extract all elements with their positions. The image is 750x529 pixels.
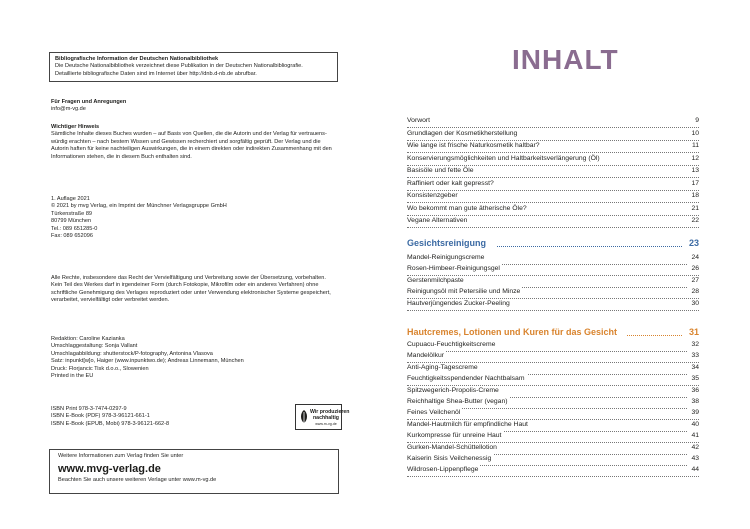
publisher-info-box xyxy=(49,449,339,494)
toc-entry-label: Kaiserin Sisis Veilchenessig xyxy=(407,455,492,462)
toc-title: INHALT xyxy=(512,44,619,75)
sustainability-badge xyxy=(295,404,350,430)
edition-line: Fax: 089 652096 xyxy=(51,233,93,240)
toc-entry xyxy=(407,141,699,153)
toc-entry xyxy=(407,454,699,466)
toc-entry-page: 41 xyxy=(688,431,699,441)
edition-line: © 2021 by mvg Verlag, ein Imprint der Münchner Verlagsgruppe GmbH xyxy=(51,203,227,210)
section-page: 23 xyxy=(688,238,699,248)
toc-entry xyxy=(407,431,699,443)
toc-entry-label: Mandelölkur xyxy=(407,352,445,360)
toc-section-heading xyxy=(407,237,699,250)
biblio-line: Detaillierte bibliografische Daten sind im Internet über http://dnb.d-nb.de abrufbar. xyxy=(55,70,257,77)
notice-line: Autorin haften für keine nachteiligen Auswirkungen, die in einem direkten oder indirekten Zusammenhang mit den xyxy=(51,146,332,153)
toc-entry-label: Konsistenzgeber xyxy=(407,192,458,199)
toc-entry-page: 28 xyxy=(688,287,699,297)
leaf-icon xyxy=(299,409,309,426)
credits-line: Redaktion: Caroline Kazianka xyxy=(51,336,125,342)
toc-entry-label: Vorwort xyxy=(407,117,431,124)
toc-entry xyxy=(407,191,699,203)
toc-entry-label: Feuchtigkeitsspendender Nachtbalsam xyxy=(407,375,525,383)
toc-entry-page: 12 xyxy=(688,154,699,164)
publisher-url: www.mvg-verlag.de xyxy=(58,463,161,476)
edition-line: 1. Auflage 2021 xyxy=(51,196,90,202)
toc-entry xyxy=(407,129,699,141)
toc-entry xyxy=(407,351,699,363)
toc-entry-label: Mandel-Reinigungscreme xyxy=(407,254,485,261)
credits-line: Druck: Florjancic Tisk d.o.o., Slowenien xyxy=(51,365,149,372)
badge-title xyxy=(310,409,350,421)
toc-entry-page: 13 xyxy=(688,166,699,176)
toc-entry xyxy=(407,465,699,477)
toc-entry-page: 38 xyxy=(688,397,699,407)
badge-line: Wir produzieren xyxy=(310,409,350,415)
contact-block xyxy=(51,99,351,114)
section-title: Hautcremes, Lotionen und Kuren für das Gesicht xyxy=(407,327,618,337)
toc-entry-page: 18 xyxy=(688,191,699,201)
toc-entry-page: 27 xyxy=(688,276,699,286)
toc-entry-label: Reinigungsöl mit Petersilie und Minze xyxy=(407,288,521,296)
section-page: 31 xyxy=(688,327,699,337)
toc-entry-label: Anti-Aging-Tagescreme xyxy=(407,363,478,371)
credits-line: Printed in the EU xyxy=(51,373,94,380)
isbn-line: ISBN E-Book (EPUB, Mobi) 978-3-96121-662-8 xyxy=(51,420,170,427)
infobox-line: Weitere Informationen zum Verlag finden Sie unter xyxy=(58,453,184,459)
toc-entry-label: Vegane Alternativen xyxy=(407,217,468,224)
toc-entry-label: Feines Veilchenöl xyxy=(407,409,461,417)
important-notice-block xyxy=(51,124,351,161)
badge-line: nachhaltig xyxy=(313,415,339,421)
notice-line: würdig erachten – nach bestem Wissen und Gewissen recherchiert und sorgfältig geprüft. Der Verlag und die xyxy=(51,138,321,145)
toc-entry xyxy=(407,363,699,375)
edition-block xyxy=(51,196,351,240)
toc-entry-page: 32 xyxy=(688,340,699,350)
toc-entry xyxy=(407,340,699,352)
toc-entry-page: 43 xyxy=(688,454,699,464)
toc-entry-label: Konservierungsmöglichkeiten und Haltbarkeitsverlängerung (Öl) xyxy=(407,154,600,162)
toc-entry-label: Basisöle und fette Öle xyxy=(407,167,474,174)
rights-line: Kein Teil des Werkes darf in irgendeiner Form (durch Fotokopie, Mikrofilm oder ein anderes Verfahren) ohne xyxy=(51,282,319,289)
toc-entry-page: 17 xyxy=(688,179,699,189)
toc-entry xyxy=(407,276,699,288)
toc-entry-label: Gurken-Mandel-Schüttellotion xyxy=(407,443,497,451)
toc-entry-page: 24 xyxy=(688,253,699,263)
toc-entry-label: Wo bekommt man gute ätherische Öle? xyxy=(407,204,527,212)
rights-block xyxy=(51,275,351,305)
toc-entry xyxy=(407,443,699,455)
toc-entry-label: Mandel-Hautmilch für empfindliche Haut xyxy=(407,420,528,428)
toc-entry-page: 42 xyxy=(688,443,699,453)
credits-line: Umschlagabbildung: shutterstock/P-fotography, Antonina Vlasova xyxy=(51,350,213,357)
credits-line: Umschlaggestaltung: Sonja Vallant xyxy=(51,343,138,350)
toc-entry-page: 33 xyxy=(688,351,699,361)
edition-line: Tel.: 089 651285-0 xyxy=(51,225,98,232)
toc-entry-label: Gerstenmilchpaste xyxy=(407,276,464,284)
toc-entry-label: Wie lange ist frische Naturkosmetik haltbar? xyxy=(407,142,540,149)
toc-entry xyxy=(407,408,699,420)
leader-dots xyxy=(627,335,682,336)
toc-entry-page: 22 xyxy=(688,216,699,226)
leader-dots xyxy=(497,246,682,247)
notice-heading: Wichtiger Hinweis xyxy=(51,124,100,130)
rights-line: Alle Rechte, insbesondere das Recht der Vervielfältigung und Verbreitung sowie der Übersetzung, vorbehalten. xyxy=(51,275,326,281)
credits-line: Satz: inpunkt[w]o, Haiger (www.inpunktwo.de); Andreas Linnemann, München xyxy=(51,358,244,365)
toc-entry-page: 9 xyxy=(692,116,699,126)
toc-entry-page: 36 xyxy=(688,386,699,396)
toc-entry xyxy=(407,287,699,299)
toc-entry xyxy=(407,166,699,178)
toc-entry-page: 34 xyxy=(688,363,699,373)
rights-line: schriftliche Genehmigung des Verlages reproduziert oder unter Verwendung elektronischer Systeme gespeichert, xyxy=(51,289,331,296)
isbn-line: ISBN Print 978-3-7474-0297-9 xyxy=(51,406,127,412)
toc-entry-label: Reichhaltige Shea-Butter (vegan) xyxy=(407,398,508,405)
edition-line: 80799 München xyxy=(51,218,92,225)
edition-line: Türkenstraße 89 xyxy=(51,210,93,217)
toc-entry-label: Hautverjüngendes Zucker-Peeling xyxy=(407,299,510,307)
toc-entry xyxy=(407,264,699,276)
contact-heading: Für Fragen und Anregungen xyxy=(51,99,127,105)
rights-line: verarbeitet, vervielfältigt oder verbreitet werden. xyxy=(51,297,170,304)
toc-entry-label: Spitzwegerich-Propolis-Creme xyxy=(407,386,499,394)
toc-entry-label: Kurkompresse für unreine Haut xyxy=(407,432,502,440)
biblio-line: Die Deutsche Nationalbibliothek verzeichnet diese Publikation in der Deutschen Nationalbibliografie. xyxy=(55,63,303,70)
toc-entry xyxy=(407,386,699,398)
toc-entry-page: 30 xyxy=(688,299,699,309)
toc-section-heading xyxy=(407,326,699,339)
notice-line: Sämtliche Inhalte dieses Buches wurden – auf Basis von Quellen, die die Autorin und der Verlag für vertrauens- xyxy=(51,131,327,138)
toc-entry xyxy=(407,154,699,166)
infobox-line: Beachten Sie auch unsere weiteren Verlage unter www.m-vg.de xyxy=(58,477,217,484)
isbn-line: ISBN E-Book (PDF) 978-3-96121-661-1 xyxy=(51,413,150,420)
toc-entry-page: 40 xyxy=(688,420,699,430)
toc-entry-page: 21 xyxy=(688,204,699,214)
toc-entry-page: 44 xyxy=(688,465,699,475)
toc-entry xyxy=(407,374,699,386)
toc-entry-page: 39 xyxy=(688,408,699,418)
biblio-title: Bibliografische Information der Deutschen Nationalbibliothek xyxy=(55,56,219,62)
section-title: Gesichtsreinigung xyxy=(407,238,487,248)
toc-entry-page: 35 xyxy=(688,374,699,384)
toc-entry xyxy=(407,420,699,432)
toc-entry-label: Rosen-Himbeer-Reinigungsgel xyxy=(407,265,500,273)
toc-entry xyxy=(407,253,699,265)
bibliographic-info-box xyxy=(49,52,338,82)
toc-entry-label: Raffiniert oder kalt gepresst? xyxy=(407,179,494,187)
notice-line: Informationen stehen, die in diesem Buch enthalten sind. xyxy=(51,153,192,160)
toc-entry-page: 26 xyxy=(688,264,699,274)
toc-entry xyxy=(407,179,699,191)
toc-entry xyxy=(407,397,699,409)
toc-entry-page: 10 xyxy=(688,129,699,139)
badge-url: www.m-vg.de xyxy=(315,422,337,426)
toc-entry-page: 11 xyxy=(689,141,699,151)
toc-entry xyxy=(407,216,699,228)
contact-email: info@m-vg.de xyxy=(51,106,86,113)
credits-block xyxy=(51,336,351,380)
toc-entry-label: Wildrosen-Lippenpflege xyxy=(407,466,479,474)
toc-entry-label: Grundlagen der Kosmetikherstellung xyxy=(407,129,518,137)
toc-entry xyxy=(407,116,699,128)
toc-entry xyxy=(407,299,699,311)
toc-entry xyxy=(407,204,699,216)
toc-entry-label: Cupuacu-Feuchtigkeitscreme xyxy=(407,341,496,348)
